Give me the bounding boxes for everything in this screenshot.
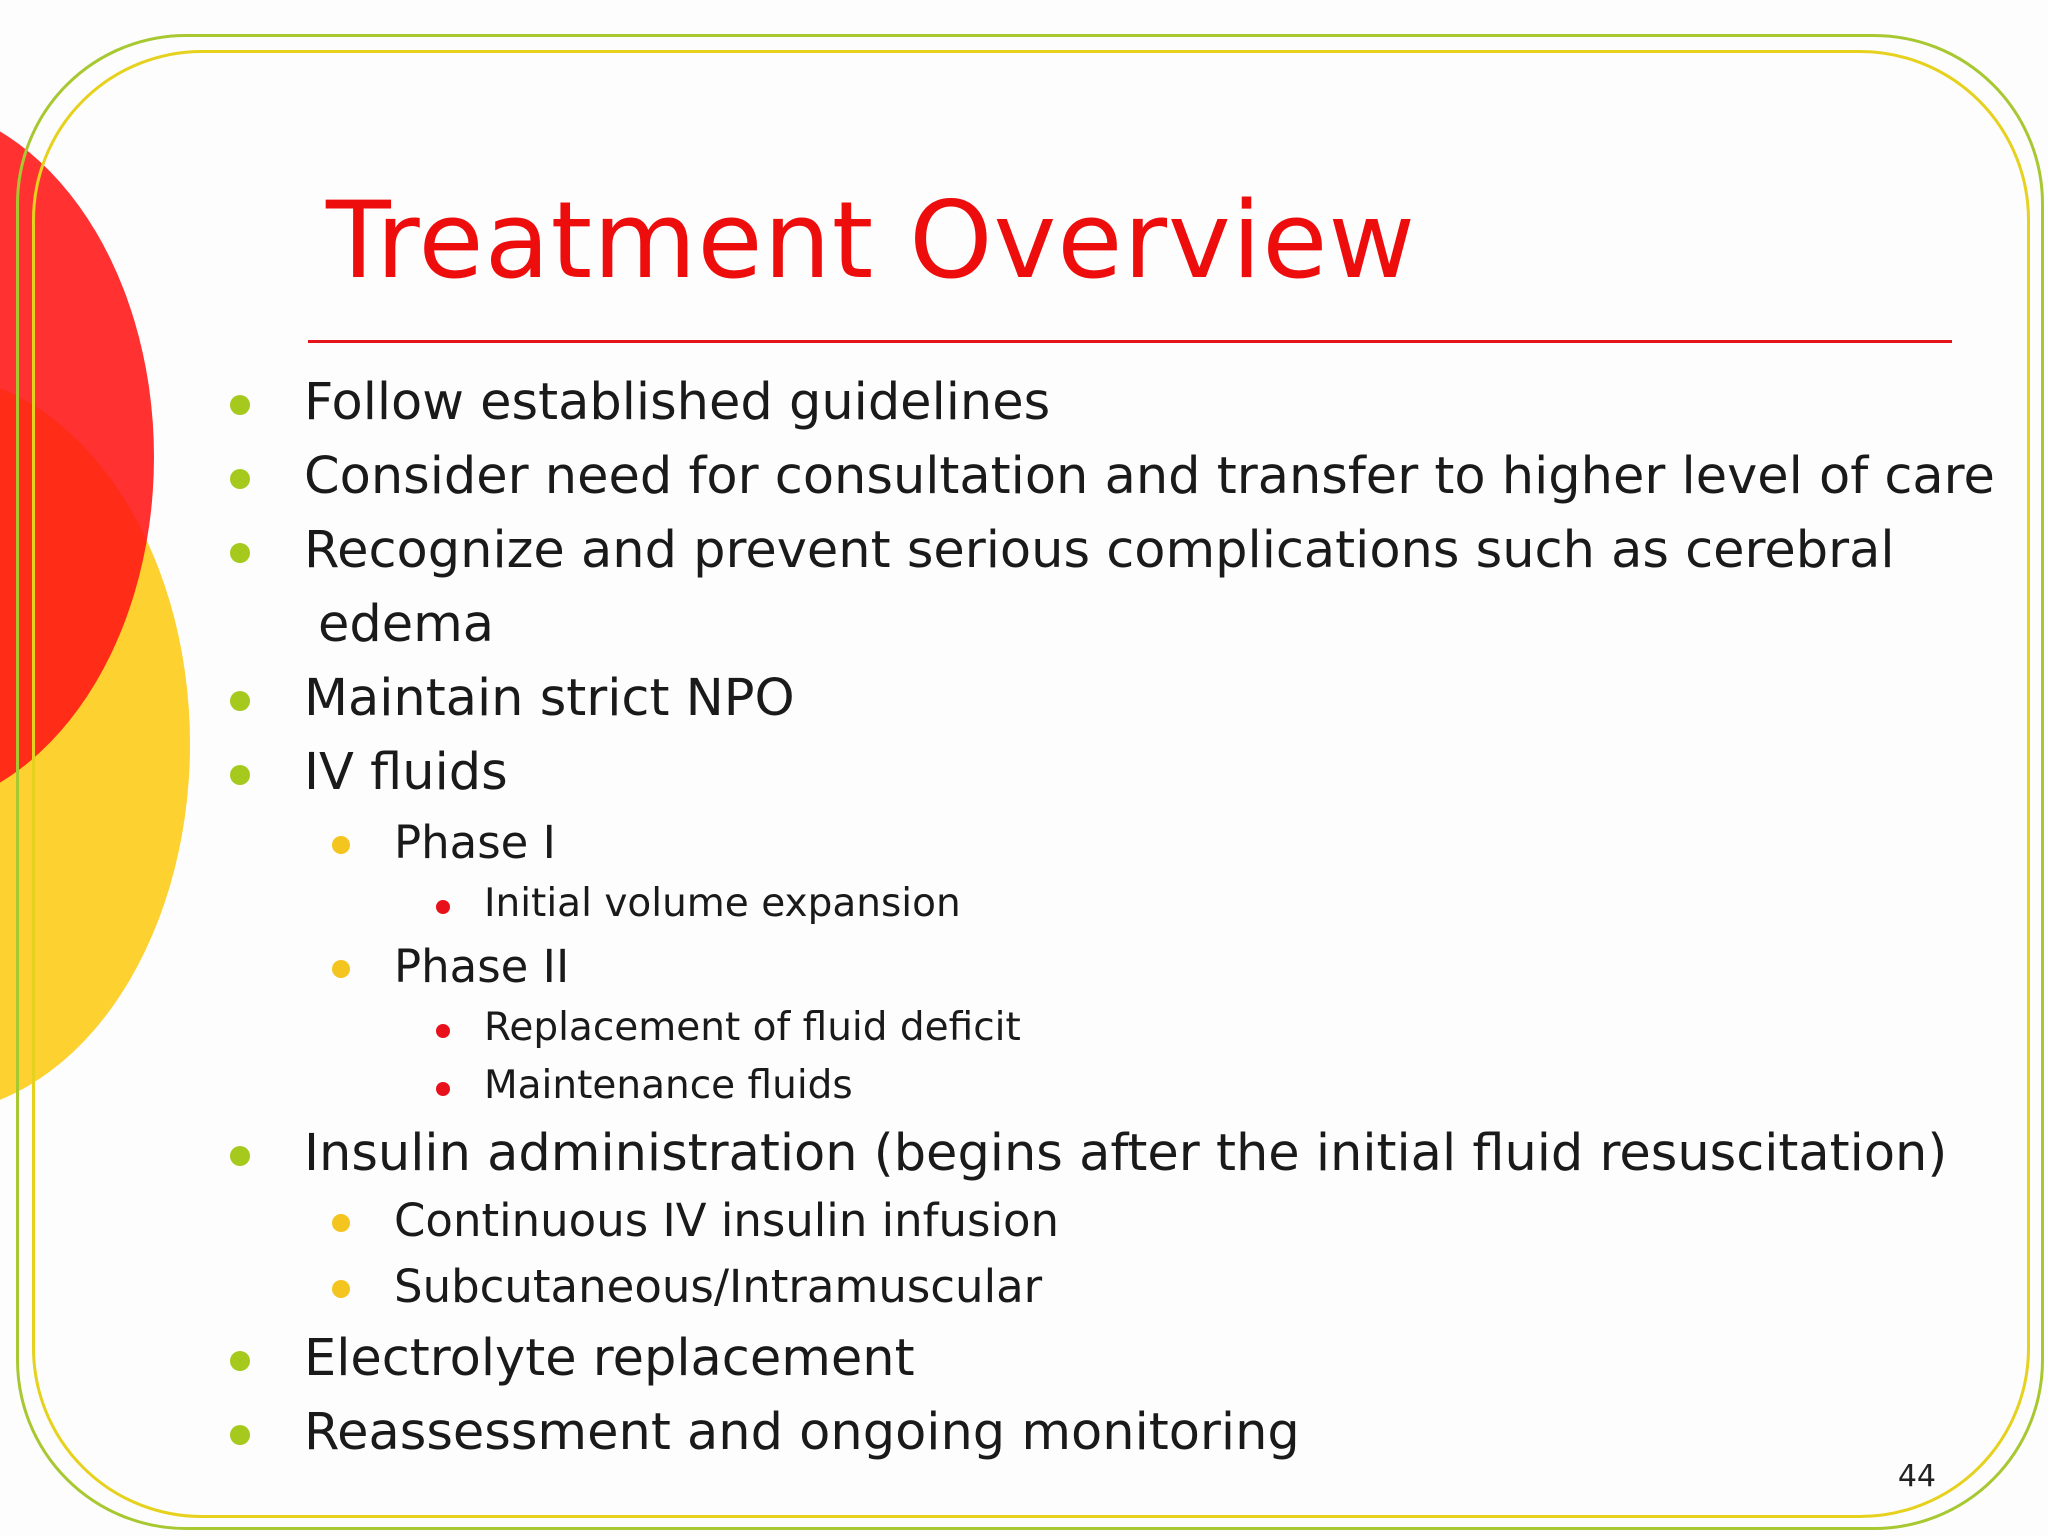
sub-bullet-item — [394, 1194, 1060, 1247]
bullet-continuation — [318, 595, 495, 654]
bullet-dot-icon — [332, 836, 350, 854]
bullet-dot-icon — [436, 1024, 450, 1038]
bullet-text: Subcutaneous/Intramuscular — [394, 1260, 1043, 1313]
sub-sub-bullet-item — [484, 1005, 1021, 1050]
sub-sub-bullet-item — [484, 1063, 853, 1108]
bullet-text: Insulin administration (begins after the initial fluid resuscitation) — [304, 1124, 1948, 1183]
bullet-item — [304, 447, 1995, 506]
bullet-dot-icon — [436, 1082, 450, 1096]
bullet-text: Reassessment and ongoing monitoring — [304, 1403, 1300, 1462]
bullet-item — [304, 1403, 1300, 1462]
bullet-text: Follow established guidelines — [304, 373, 1051, 432]
bullet-dot-icon — [332, 1280, 350, 1298]
bullet-text: edema — [318, 595, 495, 654]
bullet-dot-icon — [332, 960, 350, 978]
bullet-text: Initial volume expansion — [484, 881, 961, 926]
bullet-item — [304, 743, 508, 802]
sub-sub-bullet-item — [484, 881, 961, 926]
bullet-dot-icon — [230, 765, 250, 785]
bullet-dot-icon — [230, 1425, 250, 1445]
bullet-text: Electrolyte replacement — [304, 1329, 915, 1388]
sub-bullet-item — [394, 1260, 1043, 1313]
bullet-dot-icon — [230, 395, 250, 415]
bullet-text: Replacement of fluid deficit — [484, 1005, 1021, 1050]
bullet-dot-icon — [436, 900, 450, 914]
bullet-dot-icon — [230, 691, 250, 711]
bullet-dot-icon — [230, 543, 250, 563]
bullet-item — [304, 669, 795, 728]
bullet-text: Consider need for consultation and transfer to higher level of care — [304, 447, 1995, 506]
slide-title: Treatment Overview — [326, 179, 1417, 302]
bullet-dot-icon — [332, 1214, 350, 1232]
bullet-dot-icon — [230, 1146, 250, 1166]
bullet-text: IV fluids — [304, 743, 508, 802]
sub-bullet-item — [394, 816, 556, 869]
bullet-dot-icon — [230, 469, 250, 489]
page-number: 44 — [1897, 1459, 1936, 1494]
bullet-dot-icon — [230, 1351, 250, 1371]
bullet-item — [304, 521, 1895, 580]
bullet-text: Phase II — [394, 940, 570, 993]
bullet-text: Maintain strict NPO — [304, 669, 795, 728]
bullet-item — [304, 1329, 915, 1388]
bullet-text: Phase I — [394, 816, 556, 869]
title-underline — [308, 340, 1952, 343]
bullet-item — [304, 373, 1051, 432]
bullet-text: Recognize and prevent serious complications such as cerebral — [304, 521, 1895, 580]
bullet-item — [304, 1124, 1948, 1183]
bullet-text: Continuous IV insulin infusion — [394, 1194, 1060, 1247]
bullet-text: Maintenance fluids — [484, 1063, 853, 1108]
sub-bullet-item — [394, 940, 570, 993]
